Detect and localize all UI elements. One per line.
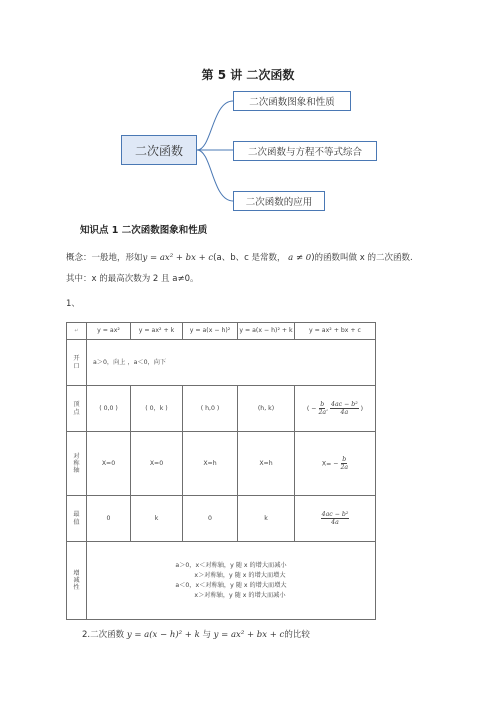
section2-line (82, 628, 310, 640)
mindmap-center-node: 二次函数 (121, 135, 197, 165)
vertex-x-fraction (318, 401, 326, 416)
axis-cell-general (295, 432, 376, 496)
axis-prefix: X= − (321, 460, 339, 468)
table-header-row (67, 323, 376, 340)
mindmap-branch-equation-inequality: 二次函数与方程不等式综合 (233, 141, 377, 161)
list-number: 1、 (66, 299, 80, 309)
row-label-char: 增 (73, 569, 80, 577)
row-label-char: 最 (73, 511, 80, 519)
extreme-cell: k (238, 496, 295, 542)
fraction-denominator: 2a (340, 464, 349, 471)
fraction-denominator: 4a (340, 409, 349, 416)
extreme-cell: 0 (183, 496, 238, 542)
table-row-vertex (67, 386, 376, 432)
vertex-y-fraction (330, 401, 359, 416)
extreme-fraction (321, 511, 350, 526)
header-cell: y = a(x − h)² + k (238, 323, 295, 340)
table-row-axis (67, 432, 376, 496)
row-label-char: 减 (73, 576, 80, 584)
concept-suffix: )的函数叫做 x 的二次函数. (311, 253, 413, 263)
corner-cell: ↵ (67, 323, 87, 340)
row-label-monotonic (67, 542, 87, 620)
row-label-char: 开 (73, 355, 80, 363)
concept-line (66, 251, 413, 263)
concept-condition: a ≠ 0 (288, 253, 312, 263)
row-label-char: 性 (73, 584, 80, 592)
row-label-char: 口 (73, 362, 80, 370)
fraction-denominator: 2a (318, 409, 327, 416)
fraction-denominator: 4a (331, 519, 339, 526)
row-label-char: 值 (73, 518, 80, 526)
section2-prefix: 2.二次函数 (82, 630, 125, 640)
fraction-numerator: b (342, 455, 347, 463)
extreme-cell: k (131, 496, 183, 542)
vertex-cell: ( 0,0 ) (87, 386, 131, 432)
axis-cell: X=0 (87, 432, 131, 496)
vertex-cell-general: ( − $\frac{b}{2a}$ , $\frac{\text{4ac − b²}}{4a}$ ) (295, 386, 376, 432)
fraction-numerator: b (320, 400, 325, 408)
monotonic-line: x＞对称轴，y 随 x 的增大而减小 (194, 592, 286, 600)
axis-cell: X=h (238, 432, 295, 496)
concept-prefix: 概念：一般地，形如 (66, 253, 143, 263)
extreme-cell-general (295, 496, 376, 542)
monotonic-cell (87, 542, 376, 620)
extreme-cell: 0 (87, 496, 131, 542)
header-cell: y = ax² (87, 323, 131, 340)
header-cell: y = ax² + k (131, 323, 183, 340)
concept-mid: (a、b、c 是常数， (213, 253, 286, 263)
properties-table (66, 322, 376, 620)
monotonic-line: a＜0，x＜对称轴，y 随 x 的增大而增大 (175, 582, 287, 589)
axis-cell: X=h (183, 432, 238, 496)
row-label-char: 轴 (73, 467, 80, 475)
axis-cell: X=0 (131, 432, 183, 496)
fraction-numerator: 4ac − b² (331, 400, 358, 408)
row-label-vertex (67, 386, 87, 432)
concept-note: 其中：x 的最高次数为 2 且 a≠0。 (66, 274, 199, 284)
monotonic-line: a＞0，x＜对称轴，y 随 x 的增大而减小 (175, 561, 287, 569)
row-label-extreme (67, 496, 87, 542)
row-label-char: 对 (73, 452, 80, 460)
table-row-opening (67, 340, 376, 386)
row-label-axis (67, 432, 87, 496)
page-title: 第 5 讲 二次函数 (201, 68, 295, 82)
row-label-char: 点 (73, 408, 80, 416)
table-row-extreme (67, 496, 376, 542)
section2-suffix: 的比较 (284, 630, 310, 640)
mindmap-branch-graph-properties: 二次函数图象和性质 (233, 91, 351, 111)
header-cell: y = ax² + bx + c (295, 323, 376, 340)
section2-formula-general: y = ax² + bx + c (213, 630, 285, 640)
section2-mid: 与 (202, 630, 211, 640)
opening-cell: a＞0，向上 ，a＜0，向下 (87, 340, 376, 386)
row-label-char: 称 (73, 459, 80, 467)
vertex-cell: ( 0，k ) (131, 386, 183, 432)
axis-fraction (340, 456, 348, 471)
section-heading: 知识点 1 二次函数图象和性质 (80, 225, 208, 236)
section2-formula-vertex: y = a(x − h)² + k (126, 630, 200, 640)
row-label-char: 顶 (73, 401, 80, 409)
header-cell: y = a(x − h)² (183, 323, 238, 340)
vertex-cell: ( h,0 ) (183, 386, 238, 432)
fraction-numerator: 4ac − b² (321, 510, 349, 518)
table-row-monotonic (67, 542, 376, 620)
concept-formula: y = ax² + bx + c (142, 253, 214, 263)
vertex-cell: (h, k) (238, 386, 295, 432)
monotonic-line: x＞对称轴，y 随 x 的增大而增大 (194, 571, 286, 579)
row-label-opening (67, 340, 87, 386)
mindmap-branch-application: 二次函数的应用 (233, 191, 325, 211)
